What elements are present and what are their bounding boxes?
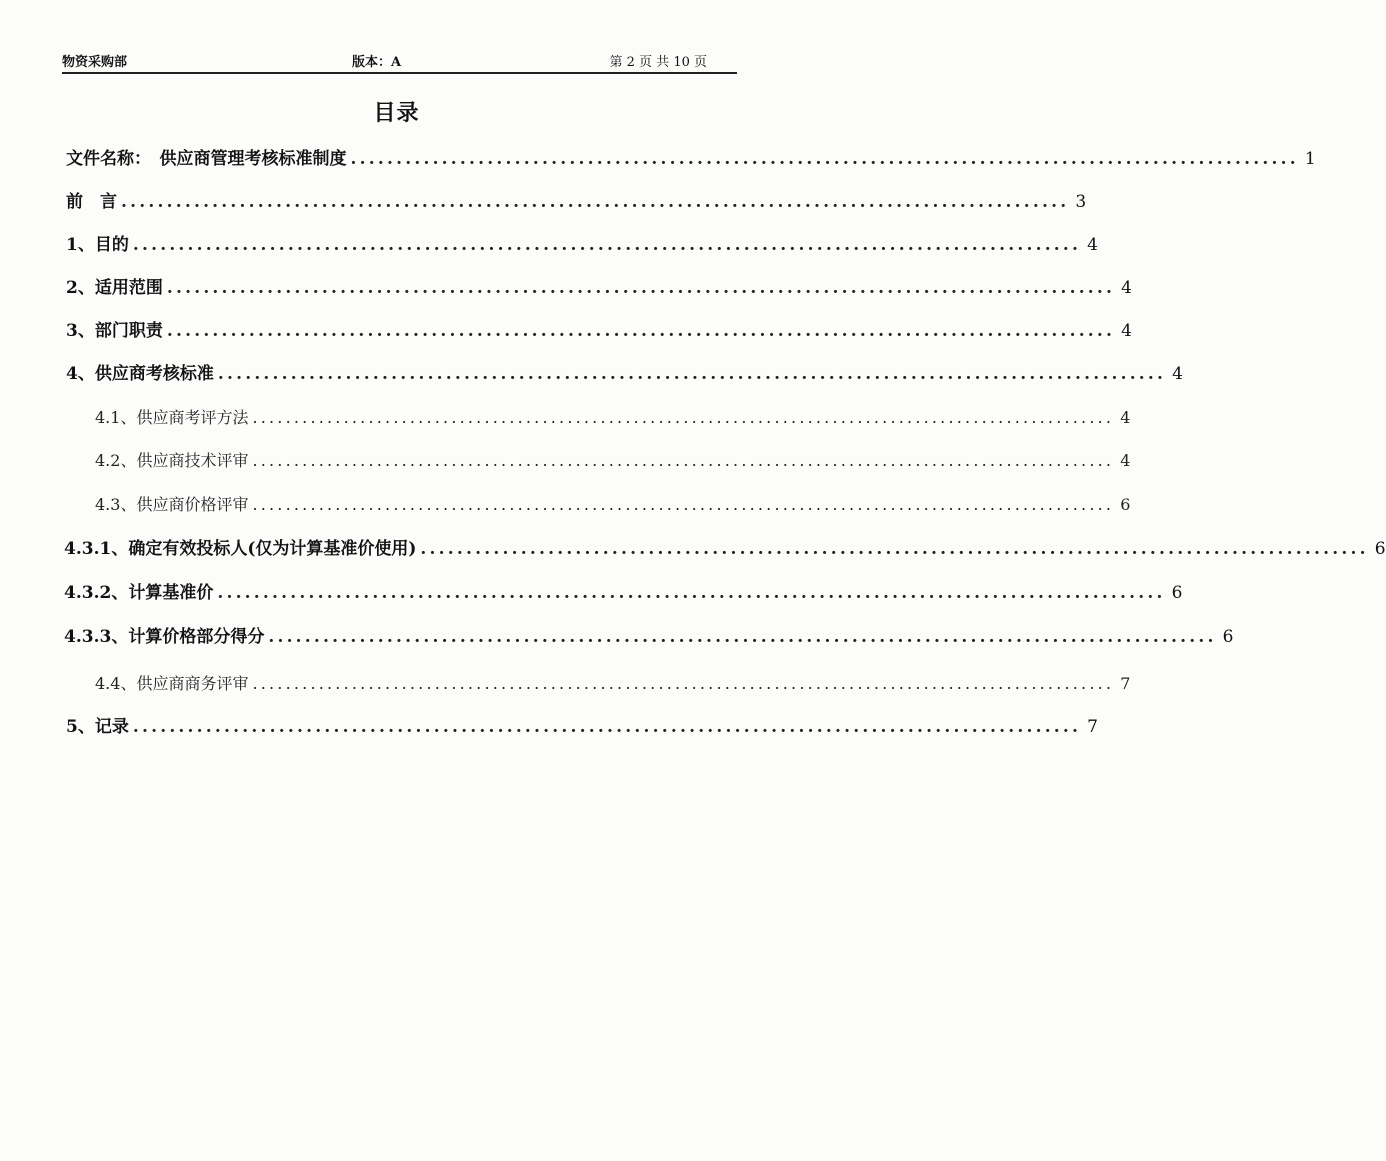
toc-entry[interactable] (95, 403, 1131, 433)
toc-leader-dots: ........................................................................................................ (252, 674, 1115, 693)
toc-entry[interactable] (66, 144, 1316, 174)
toc-leader-dots: ........................................................................................................ (268, 627, 1217, 647)
toc-entry-page: 7 (1120, 674, 1131, 693)
page-info: 第 2 页 共 10 页 (609, 55, 707, 70)
toc-entry[interactable] (66, 273, 1132, 303)
toc-entry-label: 4.4、供应商商务评审 (95, 674, 249, 693)
toc-entry-label: 4.3.2、计算基准价 (64, 583, 214, 603)
toc-leader-dots: ........................................................................................................ (132, 717, 1082, 737)
toc-entry-page: 6 (1171, 583, 1183, 603)
toc-leader-dots: ........................................................................................................ (217, 364, 1167, 384)
toc-entry[interactable] (64, 534, 1386, 564)
toc-entry-label: 3、部门职责 (66, 321, 163, 341)
toc-entry-page: 6 (1222, 627, 1234, 647)
toc-entry[interactable] (66, 230, 1098, 260)
toc-entry-page: 1 (1304, 149, 1316, 169)
toc-leader-dots: ........................................................................................................ (217, 583, 1166, 603)
toc-leader-dots: ........................................................................................................ (420, 539, 1369, 559)
toc-entry[interactable] (66, 316, 1132, 346)
toc-entry-label: 4.2、供应商技术评审 (95, 451, 249, 470)
page-header (62, 50, 737, 74)
toc-entry-page: 4 (1121, 321, 1132, 341)
toc-leader-dots: ........................................................................................................ (350, 149, 1299, 169)
toc-leader-dots: ........................................................................................................ (166, 278, 1116, 298)
toc-leader-dots: ........................................................................................................ (252, 408, 1115, 427)
toc-entry-label: 2、适用范围 (66, 278, 163, 298)
toc-entry-page: 4 (1172, 364, 1183, 384)
toc-leader-dots: ........................................................................................................ (121, 192, 1070, 212)
toc-entry[interactable] (66, 359, 1183, 389)
toc-entry-label: 4.3.1、确定有效投标人(仅为计算基准价使用) (64, 539, 417, 559)
toc-entry-page: 6 (1120, 495, 1131, 514)
toc-leader-dots: ........................................................................................................ (252, 495, 1115, 514)
toc-leader-dots: ........................................................................................................ (132, 235, 1082, 255)
toc-entry[interactable] (95, 669, 1131, 699)
toc-entry[interactable] (66, 187, 1087, 217)
department-name: 物资采购部 (62, 55, 128, 70)
toc-entry-page: 3 (1075, 192, 1087, 212)
toc-entry-page: 4 (1120, 408, 1131, 427)
toc-entry[interactable] (95, 490, 1131, 520)
toc-entry-label: 前 言 (66, 192, 117, 212)
toc-entry-label: 5、记录 (66, 717, 129, 737)
toc-entry-page: 4 (1087, 235, 1098, 255)
toc-entry-label: 4、供应商考核标准 (66, 364, 214, 384)
toc-entry-label: 4.3、供应商价格评审 (95, 495, 249, 514)
toc-leader-dots: ........................................................................................................ (166, 321, 1116, 341)
toc-entry-label: 4.1、供应商考评方法 (95, 408, 249, 427)
toc-entry[interactable] (66, 712, 1098, 742)
toc-entry[interactable] (64, 578, 1183, 608)
toc-entry-page: 7 (1087, 717, 1098, 737)
toc-entry-page: 4 (1120, 451, 1131, 470)
toc-title: 目录 (373, 100, 420, 126)
toc-entry-label: 4.3.3、计算价格部分得分 (64, 627, 265, 647)
toc-entry[interactable] (95, 446, 1131, 476)
toc-entry-page: 4 (1121, 278, 1132, 298)
toc-entry-label: 1、目的 (66, 235, 129, 255)
toc-entry-label: 文件名称： 供应商管理考核标准制度 (66, 149, 347, 169)
toc-leader-dots: ........................................................................................................ (252, 451, 1115, 470)
version-label: 版本：A (352, 55, 402, 70)
toc-entry[interactable] (64, 622, 1234, 652)
toc-entry-page: 6 (1374, 539, 1386, 559)
